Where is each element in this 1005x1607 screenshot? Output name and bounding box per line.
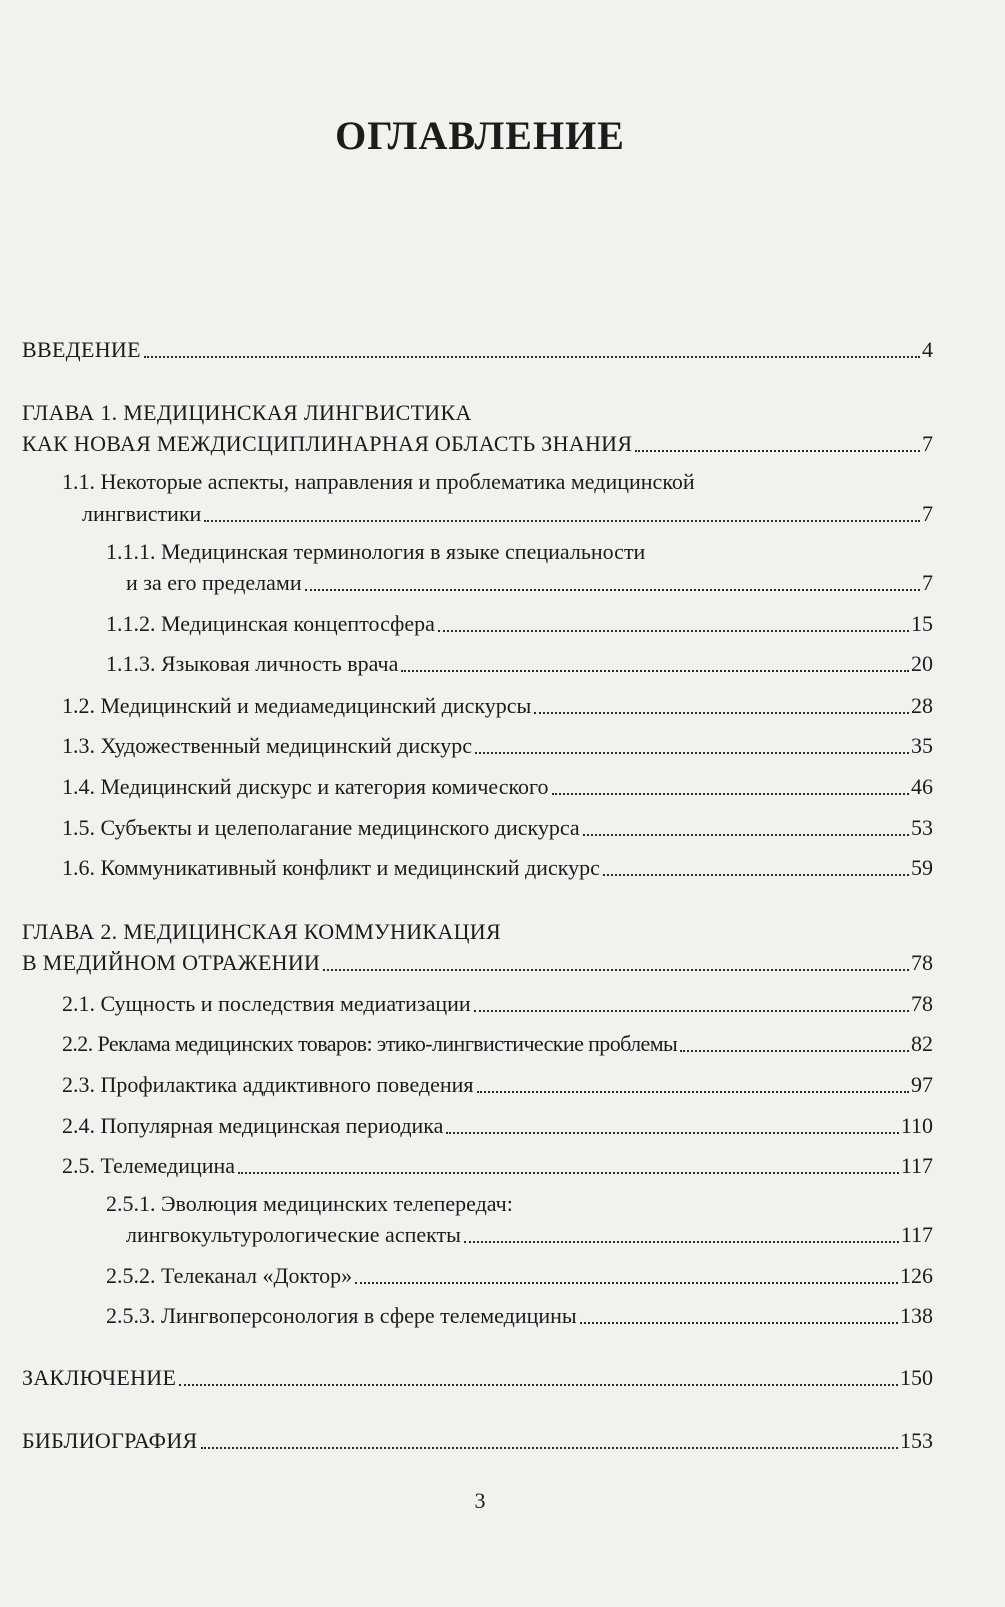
toc-entry-title: 2.1. Сущность и последствия медиатизации — [62, 991, 471, 1016]
toc-page-number: 78 — [911, 950, 933, 975]
toc-entry-title: 1.4. Медицинский дискурс и категория комического — [62, 774, 549, 799]
toc-entry-section-1-5[interactable] — [62, 812, 933, 843]
toc-entry-title: 2.3. Профилактика аддиктивного поведения — [62, 1072, 474, 1097]
toc-page-number: 126 — [900, 1263, 933, 1288]
toc-chapter-2-line1[interactable]: ГЛАВА 2. МЕДИЦИНСКАЯ КОММУНИКАЦИЯ — [22, 919, 501, 944]
toc-entry-subsection-1-1-3[interactable] — [106, 648, 933, 679]
toc-page-number: 53 — [911, 815, 933, 840]
leader-dots — [603, 874, 909, 876]
toc-page-number: 28 — [911, 693, 933, 718]
toc-entry-title: 1.6. Коммуникативный конфликт и медицинский дискурс — [62, 855, 600, 880]
leader-dots — [446, 1132, 898, 1134]
leader-dots — [464, 1241, 899, 1243]
leader-dots — [580, 1322, 898, 1324]
toc-page-number: 46 — [911, 774, 933, 799]
toc-page-number: 117 — [900, 1153, 933, 1178]
toc-page-number: 15 — [911, 611, 933, 636]
leader-dots — [680, 1050, 909, 1052]
toc-entry-title: лингвокультурологические аспекты — [126, 1222, 461, 1247]
toc-page-number: 7 — [922, 570, 933, 595]
toc-page-number: 35 — [911, 733, 933, 758]
toc-entry-introduction[interactable] — [22, 334, 933, 365]
toc-entry-subsection-2-5-3[interactable] — [106, 1300, 933, 1331]
toc-chapter-1-line1[interactable]: ГЛАВА 1. МЕДИЦИНСКАЯ ЛИНГВИСТИКА — [22, 400, 472, 425]
toc-entry-title: 1.1.2. Медицинская концептосфера — [106, 611, 435, 636]
toc-entry-section-1-2[interactable] — [62, 690, 933, 721]
toc-page-number: 97 — [911, 1072, 933, 1097]
toc-entry-chapter-1[interactable] — [22, 428, 933, 459]
toc-page-number: 78 — [911, 991, 933, 1016]
toc-entry-section-1-1[interactable] — [82, 498, 933, 529]
leader-dots — [583, 834, 909, 836]
toc-entry-section-2-4[interactable] — [62, 1110, 933, 1141]
toc-entry-title: КАК НОВАЯ МЕЖДИСЦИПЛИНАРНАЯ ОБЛАСТЬ ЗНАНИЯ — [22, 431, 633, 456]
toc-entry-subsection-1-1-2[interactable] — [106, 608, 933, 639]
toc-entry-title: ВВЕДЕНИЕ — [22, 337, 141, 362]
toc-entry-title: 2.5. Телемедицина — [62, 1153, 236, 1178]
leader-dots — [204, 520, 920, 522]
toc-page-number: 138 — [900, 1303, 933, 1328]
leader-dots — [438, 630, 909, 632]
toc-entry-subsection-2-5-1[interactable] — [126, 1219, 933, 1250]
toc-entry-section-2-3[interactable] — [62, 1069, 933, 1100]
leader-dots — [477, 1091, 909, 1093]
toc-page-number: 110 — [900, 1113, 933, 1138]
toc-entry-section-1-3[interactable] — [62, 730, 933, 761]
leader-dots — [401, 670, 909, 672]
toc-page-number: 153 — [900, 1428, 933, 1453]
leader-dots — [534, 712, 909, 714]
toc-entry-title: ЗАКЛЮЧЕНИЕ — [22, 1365, 177, 1390]
toc-page-number: 59 — [911, 855, 933, 880]
leader-dots — [238, 1172, 899, 1174]
toc-entry-section-2-5[interactable] — [62, 1150, 933, 1181]
toc-page-number: 4 — [922, 337, 933, 362]
toc-entry-title: 2.4. Популярная медицинская периодика — [62, 1113, 444, 1138]
leader-dots — [552, 793, 909, 795]
toc-entry-title: 2.2. Реклама медицинских товаров: этико-лингвистические проблемы — [62, 1031, 678, 1056]
leader-dots — [179, 1384, 898, 1386]
leader-dots — [475, 752, 909, 754]
leader-dots — [355, 1282, 898, 1284]
toc-entry-section-2-2[interactable] — [62, 1028, 933, 1059]
toc-subsection-1-1-1-line1[interactable]: 1.1.1. Медицинская терминология в языке специальности — [106, 539, 646, 564]
leader-dots — [201, 1447, 899, 1449]
toc-entry-section-1-6[interactable] — [62, 852, 933, 883]
toc-entry-conclusion[interactable] — [22, 1362, 933, 1393]
toc-entry-section-1-4[interactable] — [62, 771, 933, 802]
toc-page-number: 150 — [900, 1365, 933, 1390]
toc-entry-title: 2.5.2. Телеканал «Доктор» — [106, 1263, 353, 1288]
page-title: ОГЛАВЛЕНИЕ — [335, 113, 625, 158]
toc-entry-subsection-2-5-2[interactable] — [106, 1260, 933, 1291]
toc-entry-title: БИБЛИОГРАФИЯ — [22, 1428, 198, 1453]
toc-entry-title: 1.1.3. Языковая личность врача — [106, 651, 399, 676]
toc-entry-subsection-1-1-1[interactable] — [126, 567, 933, 598]
leader-dots — [144, 356, 920, 358]
leader-dots — [323, 969, 909, 971]
page-number-folio: 3 — [474, 1488, 486, 1513]
toc-entry-bibliography[interactable] — [22, 1425, 933, 1456]
toc-entry-title: 1.3. Художественный медицинский дискурс — [62, 733, 472, 758]
toc-page-number: 82 — [911, 1031, 933, 1056]
toc-entry-chapter-2[interactable] — [22, 947, 933, 978]
toc-page-number: 7 — [922, 501, 933, 526]
leader-dots — [474, 1010, 909, 1012]
toc-page-number: 7 — [922, 431, 933, 456]
toc-entry-title: и за его пределами — [126, 570, 302, 595]
toc-entry-section-2-1[interactable] — [62, 988, 933, 1019]
leader-dots — [635, 450, 920, 452]
toc-section-1-1-line1[interactable]: 1.1. Некоторые аспекты, направления и проблематика медицинской — [62, 469, 695, 494]
leader-dots — [305, 589, 920, 591]
toc-page-number: 20 — [911, 651, 933, 676]
toc-page-number: 117 — [900, 1222, 933, 1247]
toc-entry-title: В МЕДИЙНОМ ОТРАЖЕНИИ — [22, 950, 321, 975]
toc-entry-title: 1.2. Медицинский и медиамедицинский дискурсы — [62, 693, 532, 718]
toc-entry-title: лингвистики — [82, 501, 202, 526]
toc-entry-title: 1.5. Субъекты и целеполагание медицинского дискурса — [62, 815, 580, 840]
toc-subsection-2-5-1-line1[interactable]: 2.5.1. Эволюция медицинских телепередач: — [106, 1191, 513, 1216]
toc-entry-title: 2.5.3. Лингвоперсонология в сфере телемедицины — [106, 1303, 577, 1328]
